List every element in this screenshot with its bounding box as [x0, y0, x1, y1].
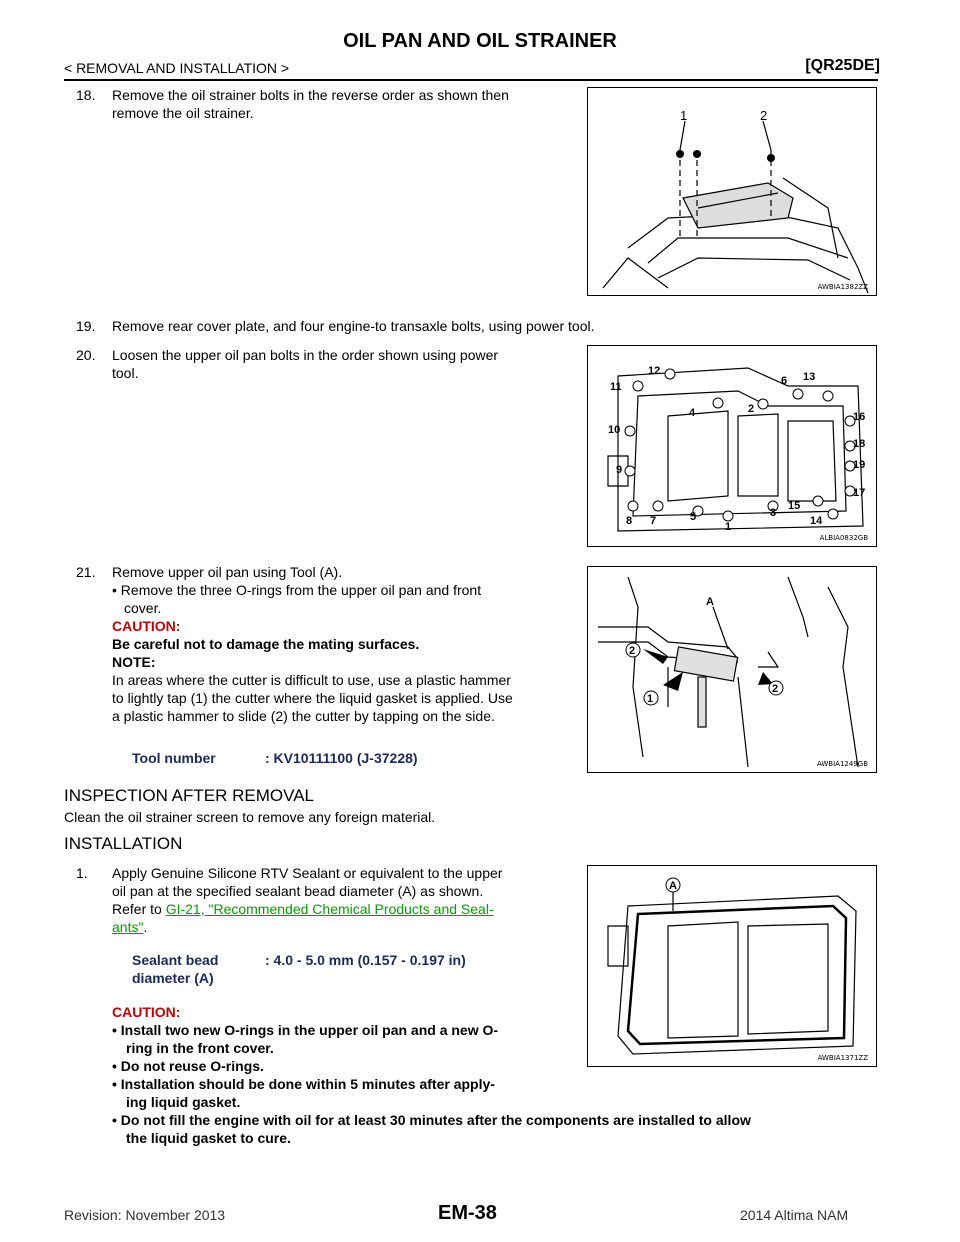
step-20	[76, 346, 576, 382]
step-number: 19.	[76, 318, 96, 334]
step-text: Loosen the upper oil pan bolts in the order shown using power	[112, 347, 499, 363]
fig2-label: 14	[810, 515, 823, 527]
caution-item: • Do not fill the engine with oil for at least 30 minutes after the components are installed to allow	[112, 1112, 751, 1128]
installation-cautions	[112, 1003, 882, 1147]
fig2-label: 2	[748, 403, 755, 415]
install-step-1	[76, 864, 576, 936]
model-year: 2014 Altima NAM	[740, 1207, 849, 1223]
caution-item: ing liquid gasket.	[126, 1094, 241, 1110]
fig2-label: 13	[803, 371, 816, 383]
reference-suffix: .	[143, 919, 148, 935]
engine-code: [QR25DE]	[805, 57, 880, 74]
step-21	[76, 563, 576, 725]
reference-line-2	[76, 918, 576, 936]
figure-code: AWBIA1371ZZ	[817, 1054, 868, 1062]
fig3-label: A	[706, 596, 714, 608]
fig2-label: 4	[689, 407, 696, 419]
step-number: 1.	[76, 865, 88, 881]
step-19	[76, 317, 886, 335]
step-number: 21.	[76, 564, 96, 580]
caution-item: ring in the front cover.	[126, 1040, 274, 1056]
fig2-label: 17	[853, 487, 866, 499]
fig2-label: 9	[616, 464, 623, 476]
reference-link-continued[interactable]: ants"	[112, 919, 144, 935]
fig2-label: 11	[610, 381, 622, 393]
reference-line	[76, 900, 576, 918]
oil-strainer-illustration	[588, 88, 876, 295]
revision-date: Revision: November 2013	[64, 1207, 226, 1223]
fig2-label: 7	[650, 515, 657, 527]
fig2-label: 6	[781, 375, 788, 387]
fig4-label: A	[669, 880, 677, 892]
fig1-label: 1	[680, 108, 688, 123]
note-line: In areas where the cutter is difficult to use, use a plastic hammer	[112, 672, 511, 688]
figure-code: ALBIA0832GB	[819, 534, 868, 542]
step-text: tool.	[112, 365, 139, 381]
reference-link[interactable]: GI-21, "Recommended Chemical Products and Seal-	[165, 901, 494, 917]
caution-item: • Installation should be done within 5 minutes after apply-	[112, 1076, 495, 1092]
upper-oil-pan-illustration	[588, 346, 876, 546]
fig2-label: 18	[853, 438, 866, 450]
tool-number-value: : KV10111100 (J-37228)	[265, 750, 418, 766]
inspection-text: Clean the oil strainer screen to remove any foreign material.	[64, 809, 436, 825]
step-18	[76, 86, 576, 122]
caution-item: • Do not reuse O-rings.	[112, 1058, 264, 1074]
page-number: EM-38	[438, 1202, 497, 1224]
caution-item: • Install two new O-rings in the upper oil pan and a new O-	[112, 1022, 499, 1038]
sealant-label	[132, 951, 218, 987]
fig3-label: 2	[629, 645, 636, 657]
section-label: < REMOVAL AND INSTALLATION >	[64, 60, 290, 76]
figure-upper-oil-pan-bolts	[587, 345, 877, 547]
tool-number-label: Tool number	[132, 750, 216, 766]
caution-item: the liquid gasket to cure.	[126, 1130, 291, 1146]
figure-tool-usage	[587, 566, 877, 773]
step-number: 20.	[76, 347, 96, 363]
fig2-label: 5	[690, 511, 697, 523]
note-line: a plastic hammer to slide (2) the cutter by tapping on the side.	[112, 708, 495, 724]
header-rule	[64, 79, 878, 81]
figure-code: AWBIA1249GB	[816, 760, 868, 768]
fig3-label: 1	[647, 693, 654, 705]
sealant-label-line: diameter (A)	[132, 970, 214, 986]
fig1-label: 2	[760, 108, 768, 123]
bullet-text: cover.	[124, 600, 162, 616]
fig2-label: 3	[770, 507, 777, 519]
fig2-label: 19	[853, 459, 866, 471]
fig3-label: 2	[772, 683, 779, 695]
step-text: Remove rear cover plate, and four engine-to transaxle bolts, using power tool.	[112, 318, 595, 334]
step-text: Apply Genuine Silicone RTV Sealant or equivalent to the upper	[112, 865, 503, 881]
step-number: 18.	[76, 87, 96, 103]
fig2-label: 15	[788, 500, 801, 512]
tool-usage-illustration	[588, 567, 876, 772]
fig2-label: 8	[626, 515, 633, 527]
bullet-text: • Remove the three O-rings from the upper oil pan and front	[112, 582, 482, 598]
fig2-label: 12	[648, 365, 661, 377]
inspection-heading: INSPECTION AFTER REMOVAL	[64, 786, 315, 805]
figure-code: AWBIA1382ZZ	[817, 283, 868, 291]
page-title: OIL PAN AND OIL STRAINER	[343, 30, 617, 52]
fig2-label: 10	[608, 424, 621, 436]
sealant-value: : 4.0 - 5.0 mm (0.157 - 0.197 in)	[265, 952, 466, 968]
fig2-label: 16	[853, 411, 866, 423]
caution-text: Be careful not to damage the mating surfaces.	[112, 636, 420, 652]
sealant-label-line: Sealant bead	[132, 952, 219, 968]
caution-label: CAUTION:	[112, 618, 181, 634]
step-text: Remove the oil strainer bolts in the reverse order as shown then	[112, 87, 509, 103]
caution-label: CAUTION:	[112, 1004, 181, 1020]
note-label: NOTE:	[112, 654, 156, 670]
fig2-label: 1	[725, 521, 732, 533]
step-text: remove the oil strainer.	[112, 105, 254, 121]
note-line: to lightly tap (1) the cutter where the liquid gasket is applied. Use	[112, 690, 513, 706]
step-text: Remove upper oil pan using Tool (A).	[112, 564, 343, 580]
reference-prefix: Refer to	[112, 901, 162, 917]
step-text: oil pan at the specified sealant bead diameter (A) as shown.	[112, 883, 484, 899]
figure-oil-strainer-bolts	[587, 87, 877, 296]
installation-heading: INSTALLATION	[64, 834, 183, 853]
